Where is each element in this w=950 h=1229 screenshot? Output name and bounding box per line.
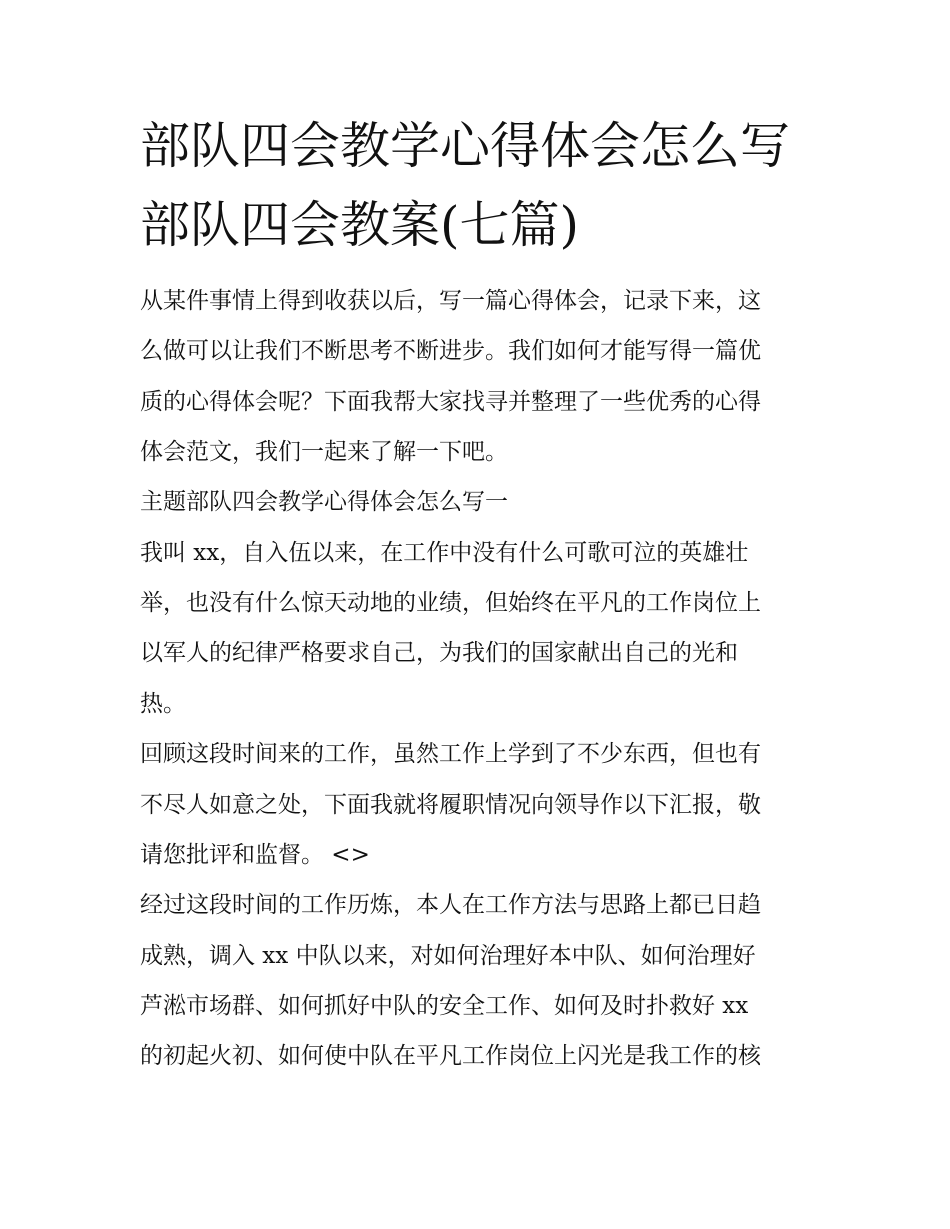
paragraph-line: 么做可以让我们不断思考不断进步。我们如何才能写得一篇优 xyxy=(140,338,761,364)
paragraph-line: 质的心得体会呢？下面我帮大家找寻并整理了一些优秀的心得 xyxy=(140,389,761,415)
paragraph-line: 芦淞市场群、如何抓好中队的安全工作、如何及时扑救好 xx xyxy=(140,993,749,1019)
paragraph-line: 请您批评和监督。 <> xyxy=(140,842,370,868)
paragraph-line: 回顾这段时间来的工作，虽然工作上学到了不少东西，但也有 xyxy=(140,741,761,767)
paragraph-line: 从某件事情上得到收获以后，写一篇心得体会，记录下来，这 xyxy=(140,288,761,314)
paragraph-line: 经过这段时间的工作历炼，本人在工作方法与思路上都已日趋 xyxy=(140,892,761,918)
paragraph-line: 举，也没有什么惊天动地的业绩，但始终在平凡的工作岗位上 xyxy=(140,590,761,616)
paragraph-line: 不尽人如意之处，下面我就将履职情况向领导作以下汇报，敬 xyxy=(140,792,761,818)
document-title-line-1: 部队四会教学心得体会怎么写 xyxy=(140,117,790,175)
paragraph-line: 以军人的纪律严格要求自己，为我们的国家献出自己的光和 xyxy=(140,640,738,666)
document-title-line-2: 部队四会教案(七篇) xyxy=(140,196,580,254)
paragraph-line: 成熟，调入 xx 中队以来，对如何治理好本中队、如何治理好 xyxy=(140,943,756,969)
section-heading: 主题部队四会教学心得体会怎么写一 xyxy=(140,489,508,515)
paragraph-line: 的初起火初、如何使中队在平凡工作岗位上闪光是我工作的核 xyxy=(140,1043,761,1069)
paragraph-line: 体会范文，我们一起来了解一下吧。 xyxy=(140,439,508,465)
paragraph-line: 我叫 xx，自入伍以来，在工作中没有什么可歌可泣的英雄壮 xyxy=(140,540,749,566)
paragraph-line: 热。 xyxy=(140,691,186,717)
